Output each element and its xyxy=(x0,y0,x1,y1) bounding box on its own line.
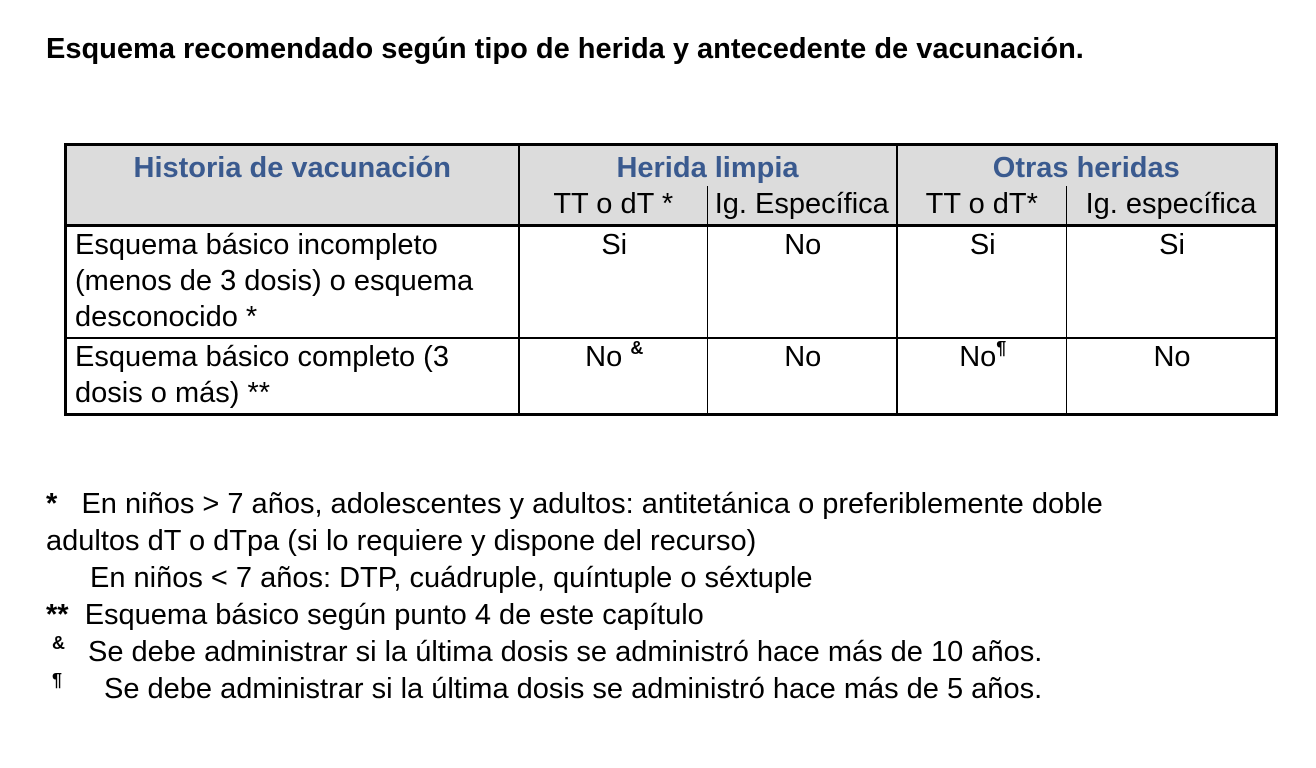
subheader-clean-ig: Ig. Específica xyxy=(708,186,897,226)
table-row xyxy=(66,226,1277,339)
cell-clean-ig: No xyxy=(708,338,897,415)
footnote-text: Se debe administrar si la última dosis se administró hace más de 5 años. xyxy=(104,673,1043,705)
cell-value: Si xyxy=(601,229,628,261)
footnote-1 xyxy=(46,486,1286,523)
footnote-1-continuation: adultos dT o dTpa (si lo requiere y dispone del recurso) xyxy=(46,525,757,557)
footnote-symbol: * xyxy=(46,488,58,520)
footnote-mark: & xyxy=(630,338,644,358)
footnote-3: & Se debe administrar si la última dosis se administró hace más de 10 años. xyxy=(52,633,1043,668)
footnote-text: En niños > 7 años, adolescentes y adultos: antitetánica o preferiblemente doble xyxy=(81,488,1103,520)
cell-clean-ig: No xyxy=(708,226,897,339)
table-row xyxy=(66,338,1277,415)
footnote-mark: ¶ xyxy=(996,338,1007,358)
cell-value: No xyxy=(959,341,997,373)
cell-other-tt xyxy=(897,226,1067,339)
subheader-other-ig: Ig. específica xyxy=(1067,186,1277,226)
cell-other-ig: No xyxy=(1153,341,1191,373)
footnotes xyxy=(46,486,1286,708)
header-clean-wound: Herida limpia xyxy=(519,145,897,187)
cell-other-tt xyxy=(897,338,1067,415)
footnote-1-children: En niños < 7 años: DTP, cuádruple, quíntuple o séxtuple xyxy=(90,562,813,594)
footnote-symbol: ** xyxy=(46,599,69,631)
subheader-clean-tt: TT o dT * xyxy=(519,186,708,226)
footnote-text: Se debe administrar si la última dosis se administró hace más de 10 años. xyxy=(88,636,1043,668)
row-label: Esquema básico completo (3 dosis o más) ** xyxy=(66,338,519,415)
footnote-4: ¶ Se debe administrar si la última dosis se administró hace más de 5 años. xyxy=(52,670,1043,705)
document-title: Esquema recomendado según tipo de herida y antecedente de vacunación. xyxy=(46,33,1084,65)
cell-other-ig: Si xyxy=(1067,226,1277,339)
vaccination-table xyxy=(64,143,1278,416)
table-header-row xyxy=(66,145,1277,187)
header-history: Historia de vacunación xyxy=(66,145,519,226)
cell-clean-tt xyxy=(519,226,708,339)
cell-value: Si xyxy=(969,229,996,261)
cell-clean-tt xyxy=(519,338,708,415)
header-other-wounds: Otras heridas xyxy=(897,145,1277,187)
subheader-other-tt: TT o dT* xyxy=(897,186,1067,226)
cell-value: No xyxy=(585,341,623,373)
footnote-text: Esquema básico según punto 4 de este capítulo xyxy=(84,599,704,631)
row-label: Esquema básico incompleto (menos de 3 dosis) o esquema desconocido * xyxy=(66,226,519,339)
footnote-2 xyxy=(46,597,1286,634)
